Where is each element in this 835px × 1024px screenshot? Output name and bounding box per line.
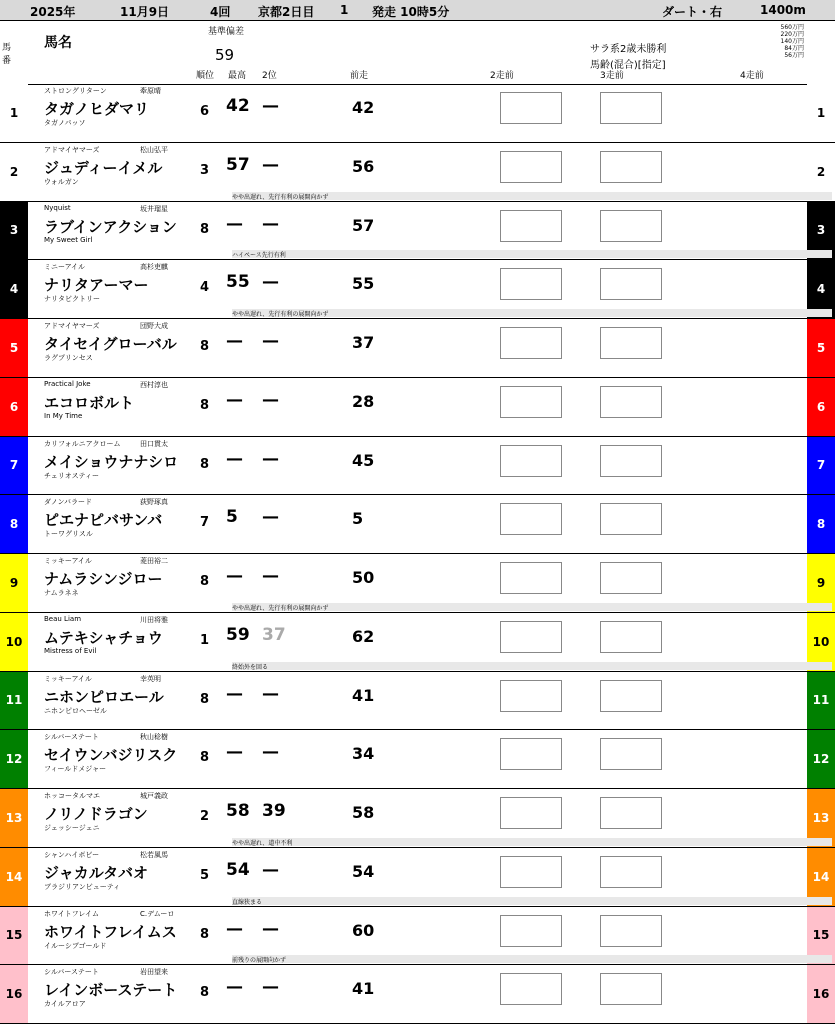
last-race-score: 5 xyxy=(352,509,364,529)
horse-number-right: 11 xyxy=(807,672,835,730)
best-score: 42 xyxy=(226,96,250,116)
second-score: — xyxy=(262,566,279,586)
table-row xyxy=(0,260,835,319)
prev-race-box xyxy=(500,386,562,418)
prev-race-box xyxy=(500,680,562,712)
horse-number-right: 1 xyxy=(807,84,835,142)
rank: 6 xyxy=(200,104,210,119)
horse-name: ピエナピバサンバ xyxy=(44,512,163,530)
rank: 8 xyxy=(200,456,210,472)
horse-number-right: 5 xyxy=(807,319,835,377)
horse-number: 10 xyxy=(0,613,28,671)
horse-name: ムテキシャチョウ xyxy=(44,629,163,647)
horse-number: 6 xyxy=(0,378,28,436)
jockey-name: 田口貫太 xyxy=(140,439,168,448)
best-score: — xyxy=(226,213,243,234)
dam-name: ニホンピロヘーゼル xyxy=(44,706,107,715)
prev-race-box xyxy=(500,210,562,242)
race-number: 1 xyxy=(340,3,349,17)
second-score: — xyxy=(262,389,279,410)
dam-name: トーワグリスル xyxy=(44,530,93,539)
jockey-name: 牽原晴 xyxy=(140,87,161,95)
prev-race-box xyxy=(500,327,562,359)
rank: 8 xyxy=(200,750,210,766)
dam-name: Mistress of Evil xyxy=(44,646,97,655)
race-subheader xyxy=(0,20,835,85)
table-row xyxy=(0,789,835,848)
horse-number-right: 16 xyxy=(807,965,835,1023)
col-label-2: 2位 xyxy=(262,71,277,81)
race-comment: やや出遅れ、先行有利の展開向かず xyxy=(232,192,832,200)
prev-race-box xyxy=(500,503,562,535)
best-score: 58 xyxy=(226,801,250,821)
last-race-score: 50 xyxy=(352,568,375,587)
jockey-name: 荻野琢真 xyxy=(140,498,168,507)
sire-name: ミッキーアイル xyxy=(44,674,92,683)
table-row xyxy=(0,319,835,378)
jockey-name: 幸英明 xyxy=(140,674,161,683)
sire-name: Practical Joke xyxy=(44,379,91,388)
dam-name: ブラジリアンビューティ xyxy=(44,882,121,891)
horse-number-right: 13 xyxy=(807,789,835,847)
dam-name: My Sweet Girl xyxy=(44,235,93,244)
horse-number: 5 xyxy=(0,319,28,377)
last-race-score: 37 xyxy=(352,333,375,352)
second-score: — xyxy=(262,683,279,704)
second-score: — xyxy=(262,154,279,175)
dam-name: フィールドメジャー xyxy=(44,765,107,774)
rank: 8 xyxy=(200,985,210,1001)
horse-name: ジャカルタバオ xyxy=(44,864,148,882)
jockey-name: 川田将雅 xyxy=(140,615,168,624)
prev-race-box xyxy=(600,92,662,124)
second-score: — xyxy=(262,96,279,116)
race-comment: 直線狭まる xyxy=(232,897,832,905)
second-score: — xyxy=(262,918,279,939)
sire-name: Nyquist xyxy=(44,203,71,212)
horse-number-right: 9 xyxy=(807,554,835,612)
horse-number: 9 xyxy=(0,554,28,612)
best-score: — xyxy=(226,742,243,763)
sire-name: カリフォルニアクローム xyxy=(44,439,121,448)
course: ダート・右 xyxy=(662,5,723,19)
best-score: — xyxy=(226,389,243,410)
best-score: 54 xyxy=(226,859,250,880)
sire-name: ミッキーアイル xyxy=(44,557,92,565)
table-row xyxy=(0,613,835,672)
second-score: — xyxy=(262,331,279,351)
second-score: — xyxy=(262,272,279,293)
race-header xyxy=(0,0,835,21)
sire-name: ホッコータルマエ xyxy=(44,792,100,800)
table-row xyxy=(0,143,835,202)
horse-name: ラブインアクション xyxy=(44,218,177,236)
col-label-0: 順位 xyxy=(196,71,215,81)
best-score: — xyxy=(226,448,243,469)
horse-name: ノリノドラゴン xyxy=(44,806,148,823)
horse-number: 7 xyxy=(0,437,28,495)
prev-race-box xyxy=(600,738,662,770)
dam-name: ナリタビクトリー xyxy=(44,295,100,304)
prev-race-box xyxy=(600,797,662,829)
prev-race-box xyxy=(600,973,662,1005)
sire-name: Beau Liam xyxy=(44,614,82,623)
prize-2: 220万円 xyxy=(780,31,804,38)
second-score: — xyxy=(262,977,279,998)
prize-5: 56万円 xyxy=(784,52,804,59)
prev-race-box xyxy=(600,386,662,418)
last-race-score: 62 xyxy=(352,626,375,646)
sire-name: ホワイトフレイム xyxy=(44,909,99,918)
best-score: — xyxy=(226,918,243,939)
prize-list xyxy=(760,24,804,59)
horse-number: 3 xyxy=(0,202,28,260)
second-score: — xyxy=(262,507,279,528)
base-value: 59 xyxy=(215,46,235,64)
prev-race-box xyxy=(600,210,662,242)
sire-name: ミニーアイル xyxy=(44,263,86,272)
jockey-name: 城戸義政 xyxy=(140,792,168,800)
last-race-score: 54 xyxy=(352,861,375,881)
jockey-name: 坂井瑠星 xyxy=(140,204,168,213)
prev-race-box xyxy=(500,797,562,829)
distance: 1400m xyxy=(760,3,806,17)
col-label-1: 最高 xyxy=(228,71,247,81)
prize-3: 140万円 xyxy=(780,38,804,45)
horse-name: ナリタアーマー xyxy=(44,277,149,295)
second-score: — xyxy=(262,859,279,880)
rank: 8 xyxy=(200,397,210,413)
prev-race-box xyxy=(600,151,662,183)
prev-race-box xyxy=(500,92,562,124)
horse-number-right: 2 xyxy=(807,143,835,201)
prev-race-box xyxy=(600,856,662,888)
best-score: — xyxy=(226,683,243,704)
horse-number: 16 xyxy=(0,965,28,1023)
horse-number-right: 3 xyxy=(807,202,835,260)
last-race-score: 58 xyxy=(352,803,375,822)
table-row xyxy=(0,907,835,966)
prev-race-box xyxy=(500,562,562,594)
horse-number: 14 xyxy=(0,848,28,906)
last-race-score: 57 xyxy=(352,215,375,235)
horse-number-right: 7 xyxy=(807,437,835,495)
sire-name: シルバーステート xyxy=(44,968,99,977)
table-row xyxy=(0,730,835,789)
best-score: — xyxy=(226,566,243,586)
second-score gray: 37 xyxy=(262,624,286,645)
horse-name: エコロボルト xyxy=(44,394,135,412)
last-race-score: 56 xyxy=(352,156,375,176)
last-race-score: 55 xyxy=(352,274,375,294)
rank: 1 xyxy=(200,632,210,648)
best-score: 5 xyxy=(226,507,238,528)
col-label-5: 3走前 xyxy=(600,71,624,81)
rank: 8 xyxy=(200,926,210,942)
jockey-name: 松山弘平 xyxy=(140,145,168,154)
last-race-score: 28 xyxy=(352,391,375,411)
col-label-3: 前走 xyxy=(350,71,369,81)
dam-name: カイルアロア xyxy=(44,1000,86,1009)
table-row xyxy=(0,554,835,613)
sire-name: アドマイヤマーズ xyxy=(44,322,100,330)
sire-name: ストロングリターン xyxy=(44,87,107,95)
jockey-name: 高杉吏麒 xyxy=(140,263,168,272)
horse-name: タイセイグローバル xyxy=(44,336,177,353)
dam-name: チェリオスティー xyxy=(44,471,99,480)
year: 2025年 xyxy=(30,5,76,19)
dam-name: イルーシブゴールド xyxy=(44,941,107,950)
jockey-name: 秋山稔樹 xyxy=(140,733,168,742)
horse-name: タガノヒダマリ xyxy=(44,101,150,118)
horse-name: ナムラシンジロー xyxy=(44,571,163,588)
horse-name: メイショウナナシロ xyxy=(44,453,179,471)
dam-name: ウォルガン xyxy=(44,177,79,186)
base-label: 基準偏差 xyxy=(208,27,245,37)
round: 4回 xyxy=(210,5,231,19)
prev-race-box xyxy=(500,151,562,183)
jockey-name: 菱田裕二 xyxy=(140,557,168,565)
prev-race-box xyxy=(500,738,562,770)
prev-race-box xyxy=(500,268,562,300)
venue: 京都2日目 xyxy=(258,5,315,19)
dam-name: In My Time xyxy=(44,411,83,420)
race-comment: やや出遅れ、道中不利 xyxy=(232,838,832,846)
best-score: — xyxy=(226,977,243,998)
rank: 2 xyxy=(200,809,210,824)
horse-number: 13 xyxy=(0,789,28,847)
dam-name: ジェッシージェニ xyxy=(44,824,100,832)
horse-number: 12 xyxy=(0,730,28,788)
jockey-name: 岩田望来 xyxy=(140,968,168,977)
horse-number-right: 14 xyxy=(807,848,835,906)
col-label-4: 2走前 xyxy=(490,71,514,81)
table-row xyxy=(0,965,835,1024)
horse-name: レインボーステート xyxy=(44,982,178,1000)
prize-1: 560万円 xyxy=(780,24,804,31)
table-row xyxy=(0,202,835,261)
prev-race-box xyxy=(600,327,662,359)
sire-name: アドマイヤマーズ xyxy=(44,145,100,154)
horse-number-right: 15 xyxy=(807,907,835,965)
rank: 8 xyxy=(200,574,210,589)
prev-race-box xyxy=(600,562,662,594)
last-race-score: 41 xyxy=(352,685,375,705)
jockey-name: 団野大成 xyxy=(140,322,168,330)
jockey-name: C.デムーロ xyxy=(140,909,175,918)
race-comment: やや出遅れ、先行有利の展開向かず xyxy=(232,603,832,611)
table-row xyxy=(0,84,835,143)
horse-number-right: 10 xyxy=(807,613,835,671)
horse-number-right: 4 xyxy=(807,260,835,318)
best-score: — xyxy=(226,331,243,351)
jockey-name: 松若風馬 xyxy=(140,850,168,859)
rank: 8 xyxy=(200,339,210,354)
horse-number: 11 xyxy=(0,672,28,730)
table-row xyxy=(0,848,835,907)
table-row xyxy=(0,495,835,554)
post-time: 発走 10時5分 xyxy=(372,5,450,19)
table-row xyxy=(0,378,835,437)
date: 11月9日 xyxy=(120,5,170,19)
race-condition: 馬齢(混合)[指定] xyxy=(590,60,666,71)
prev-race-box xyxy=(600,915,662,947)
last-race-score: 45 xyxy=(352,450,375,470)
second-score: 39 xyxy=(262,801,286,821)
horse-number-right: 8 xyxy=(807,495,835,553)
race-comment: ハイペース先行有利 xyxy=(232,250,832,258)
horse-name: ホワイトフレイムス xyxy=(44,923,177,941)
horse-number-right: 6 xyxy=(807,378,835,436)
prev-race-box xyxy=(600,621,662,653)
best-score: 59 xyxy=(226,624,250,645)
sire-name: シルバーステート xyxy=(44,733,99,742)
second-score: — xyxy=(262,742,279,763)
last-race-score: 34 xyxy=(352,744,375,764)
second-score: — xyxy=(262,448,279,469)
horse-name: セイウンバジリスク xyxy=(44,747,178,765)
sire-name: シャンハイボビー xyxy=(44,850,100,859)
horse-number: 2 xyxy=(0,143,28,201)
prev-race-box xyxy=(600,503,662,535)
table-row xyxy=(0,437,835,496)
horse-number-right: 12 xyxy=(807,730,835,788)
horse-number: 1 xyxy=(0,84,28,142)
rank: 4 xyxy=(200,280,210,296)
second-score: — xyxy=(262,213,279,234)
rank: 7 xyxy=(200,515,210,531)
best-score: 55 xyxy=(226,272,250,293)
table-row xyxy=(0,672,835,731)
umaban-label: 馬番 xyxy=(2,43,12,66)
best-score: 57 xyxy=(226,154,250,175)
rank: 5 xyxy=(200,867,210,883)
sire-name: ダノンバラード xyxy=(44,498,93,507)
prize-4: 84万円 xyxy=(784,45,804,52)
rank: 8 xyxy=(200,691,210,707)
prev-race-box xyxy=(500,915,562,947)
race-comment: やや出遅れ、先行有利の展開向かず xyxy=(232,309,832,317)
horse-name: ジュディーイメル xyxy=(44,159,163,177)
prev-race-box xyxy=(500,856,562,888)
horse-number: 15 xyxy=(0,907,28,965)
prev-race-box xyxy=(500,621,562,653)
dam-name: ナムラネネ xyxy=(44,589,79,597)
horse-label: 馬名 xyxy=(44,35,72,51)
horse-number: 8 xyxy=(0,495,28,553)
race-name: サラ系2歳未勝利 xyxy=(590,44,667,55)
last-race-score: 41 xyxy=(352,979,375,999)
prev-race-box xyxy=(600,268,662,300)
race-comment: 前残りの展開向かず xyxy=(232,955,832,963)
prev-race-box xyxy=(500,973,562,1005)
horse-name: ニホンピロエール xyxy=(44,688,164,706)
last-race-score: 60 xyxy=(352,920,375,940)
jockey-name: 西村淳也 xyxy=(140,380,168,389)
col-label-6: 4走前 xyxy=(740,71,764,81)
dam-name: タガノパッソ xyxy=(44,119,86,127)
last-race-score: 42 xyxy=(352,98,375,117)
prev-race-box xyxy=(600,680,662,712)
dam-name: ラグプリンセス xyxy=(44,354,93,362)
rank: 8 xyxy=(200,221,210,237)
prev-race-box xyxy=(600,445,662,477)
rank: 3 xyxy=(200,162,210,178)
prev-race-box xyxy=(500,445,562,477)
horse-number: 4 xyxy=(0,260,28,318)
race-comment: 終始外を回る xyxy=(232,662,832,670)
